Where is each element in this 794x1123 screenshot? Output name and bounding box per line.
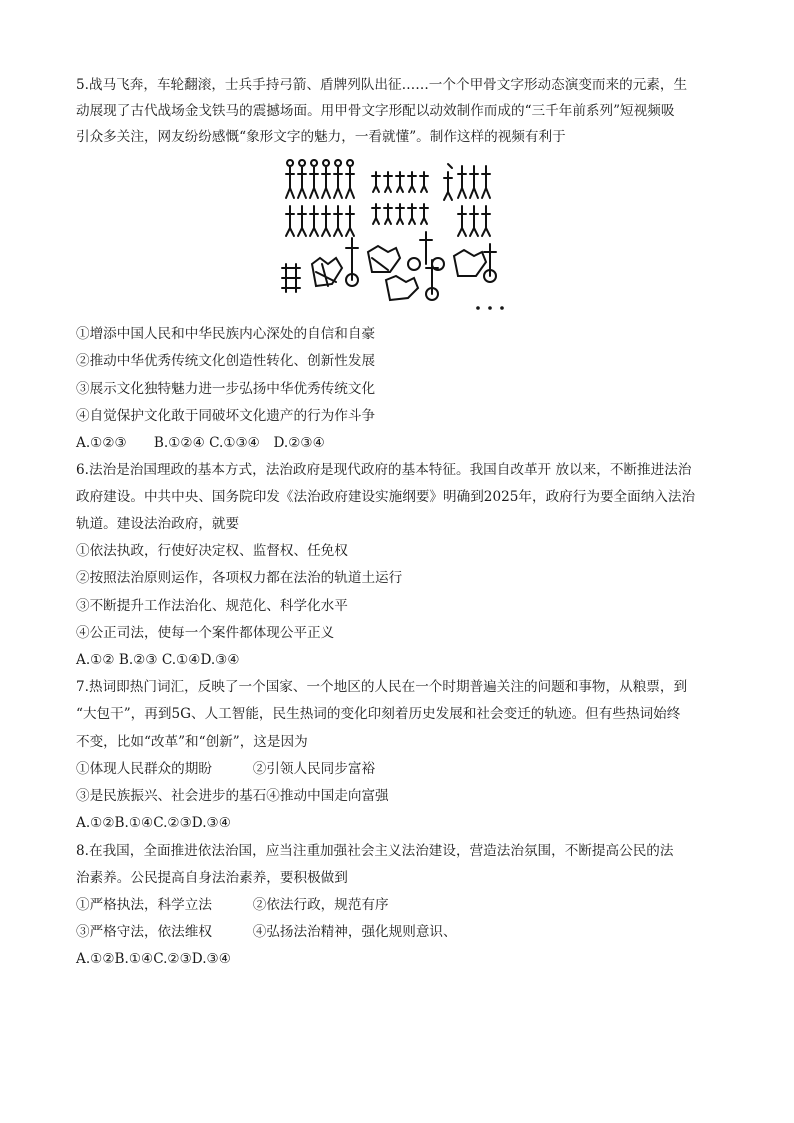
question-6-stem-line-3: 轨道。建设法治政府，就要 [76,516,240,532]
ground-dots [477,307,503,309]
question-7-answer-choices: A.①②B.①④C.②③D.③④ [76,815,231,831]
question-6-stem-line-2: 政府建设。中共中央、国务院印发《法治政府建设实施纲要》明确到2025年，政府行为要全面纳入法治 [76,489,696,505]
question-6-option-2: ②按照法治原则运作，各项权力都在法治的轨道土运行 [76,570,403,586]
chariot-figures [282,232,496,300]
question-7-option-row-1: ①体现人民群众的期盼 ②引领人民同步富裕 [76,761,376,777]
question-6-stem-line-1: 6.法治是治国理政的基本方式，法治政府是现代政府的基本特征。我国自改革开 放以来，不断推进法治 [76,462,692,478]
question-5-stem-line-2: 动展现了古代战场金戈铁马的震撼场面。用甲骨文字形配以动效制作而成的“三千年前系列”短视频吸 [76,103,675,119]
question-5-answer-choices: A.①②③ B.①②④ C.①③④ D.②③④ [76,435,325,451]
question-6-option-3: ③不断提升工作法治化、规范化、科学化水平 [76,598,348,614]
question-6-option-4: ④公正司法，使每一个案件都体现公平正义 [76,625,335,641]
question-5-option-3: ③展示文化独特魅力进一步弘扬中华优秀传统文化 [76,381,376,397]
question-6-answer-choices: A.①② B.②③ C.①④D.③④ [76,652,240,668]
question-5-option-4: ④自觉保护文化敢于同破坏文化遗产的行为作斗争 [76,408,376,424]
soldier-figures-center [372,172,428,224]
oracle-bone-battle-illustration [272,152,512,316]
soldier-figures-left [286,160,354,236]
question-8-option-row-1: ①严格执法，科学立法 ②依法行政，规范有序 [76,897,389,913]
question-7-stem-line-1: 7.热词即热门词汇，反映了一个国家、一个地区的人民在一个时期普遍关注的问题和事物，从粮票，到 [76,679,688,695]
question-5-option-1: ①增添中国人民和中华民族内心深处的自信和自豪 [76,326,376,342]
question-5-option-2: ②推动中华优秀传统文化创造性转化、创新性发展 [76,353,376,369]
question-5-stem-line-1: 5.战马飞奔，车轮翻滚，士兵手持弓箭、盾牌列队出征……一个个甲骨文字形动态演变而来的元素，生 [76,77,688,93]
question-8-stem-line-1: 8.在我国，全面推进依法治国，应当注重加强社会主义法治建设，营造法治氛围，不断提高公民的法 [76,843,674,859]
question-5-stem-line-3: 引众多关注，网友纷纷感慨“象形文字的魅力，一看就懂”。制作这样的视频有利于 [76,129,566,145]
question-8-stem-line-2: 治素养。公民提高自身法治素养，要积极做到 [76,870,348,886]
soldier-figures-right [444,164,490,236]
question-8-option-row-2: ③严格守法，依法维权 ④弘扬法治精神，强化规则意识、 [76,924,457,940]
question-7-stem-line-3: 不变，比如“改革”和“创新”，这是因为 [76,734,308,750]
question-7-option-row-2: ③是民族振兴、社会进步的基石④推动中国走向富强 [76,788,389,804]
question-8-answer-choices: A.①②B.①④C.②③D.③④ [76,951,231,967]
question-6-option-1: ①依法执政，行使好决定权、监督权、任免权 [76,543,348,559]
question-7-stem-line-2: “大包干”，再到5G、人工智能，民生热词的变化印刻着历史发展和社会变迁的轨迹。但有些热词始终 [76,706,681,722]
